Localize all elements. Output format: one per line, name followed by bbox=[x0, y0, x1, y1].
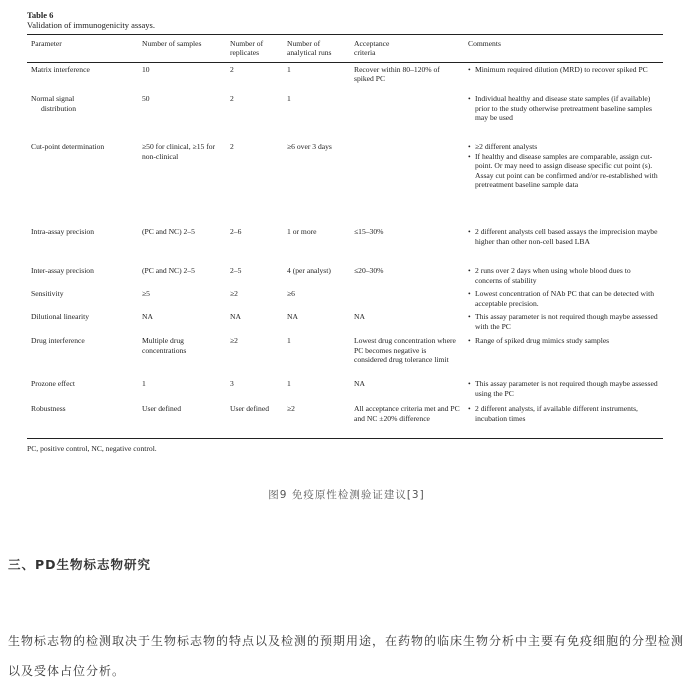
cell-comments bbox=[464, 402, 663, 438]
cell-runs: ≥6 bbox=[287, 289, 295, 299]
cell-comments bbox=[464, 225, 663, 264]
body-paragraph: 生物标志物的检测取决于生物标志物的特点以及检测的预期用途，在药物的临床生物分析中主要有免疫细胞的分型检测以及受体占位分析。 bbox=[8, 634, 685, 678]
cell-samples: User defined bbox=[142, 404, 182, 414]
cell-comments bbox=[464, 334, 663, 377]
cell-replicates: NA bbox=[230, 312, 241, 322]
cell-acceptance bbox=[350, 92, 464, 140]
table-row bbox=[27, 377, 663, 402]
cell-samples: (PC and NC) 2–5 bbox=[142, 227, 195, 237]
comment-item: • ≥2 different analysts bbox=[468, 142, 659, 151]
header-replicates: Number of replicates bbox=[230, 39, 264, 58]
table-row bbox=[27, 287, 663, 310]
cell-acceptance: ≤20–30% bbox=[354, 266, 384, 276]
cell-comments bbox=[464, 62, 663, 92]
cell-samples: ≥5 bbox=[142, 289, 150, 299]
comment-item: • If healthy and disease samples are comparable, assign cut-point. Or may need to assign disease specific cut point (s). Assay cut point can be confirmed and/or re-established with pretreatment baseline sample data bbox=[468, 152, 659, 190]
cell-samples: 1 bbox=[142, 379, 146, 389]
cell-parameter: Cut-point determination bbox=[31, 142, 105, 152]
cell-replicates: 2 bbox=[230, 94, 234, 104]
comment-item: • Individual healthy and disease state samples (if available) prior to the study otherwise pretreatment baseline samples may be used bbox=[468, 94, 659, 122]
comment-item: • Range of spiked drug mimics study samples bbox=[468, 336, 659, 345]
header-parameter: Parameter bbox=[31, 39, 62, 48]
cell-acceptance: ≤15–30% bbox=[354, 227, 384, 237]
cell-samples: (PC and NC) 2–5 bbox=[142, 266, 195, 276]
table-row bbox=[27, 62, 663, 92]
cell-samples: Multiple drug concentrations bbox=[142, 336, 187, 355]
table-label: Table 6 bbox=[27, 10, 54, 20]
cell-acceptance: NA bbox=[354, 379, 365, 389]
cell-parameter: Sensitivity bbox=[31, 289, 64, 299]
cell-replicates: ≥2 bbox=[230, 336, 238, 346]
table-title: Validation of immunogenicity assays. bbox=[27, 20, 155, 30]
cell-parameter: Matrix interference bbox=[31, 64, 90, 74]
cell-comments bbox=[464, 264, 663, 287]
cell-acceptance: Lowest drug concentration where PC becomes negative is considered drug tolerance limit bbox=[354, 336, 456, 365]
cell-parameter: Intra-assay precision bbox=[31, 227, 95, 237]
cell-acceptance: Recover within 80–120% of spiked PC bbox=[354, 64, 440, 84]
cell-acceptance: NA bbox=[354, 312, 365, 322]
table-row bbox=[27, 310, 663, 334]
header-samples: Number of samples bbox=[142, 39, 202, 48]
cell-comments bbox=[464, 140, 663, 225]
cell-comments bbox=[464, 377, 663, 402]
comment-item: • 2 runs over 2 days when using whole blood dues to concerns of stability bbox=[468, 266, 659, 285]
cell-acceptance bbox=[350, 140, 464, 225]
comment-item: • 2 different analysts cell based assays the imprecision maybe higher than other non-cell based LBA bbox=[468, 227, 659, 246]
cell-parameter: Dilutional linearity bbox=[31, 312, 89, 322]
table-row bbox=[27, 140, 663, 225]
table-row bbox=[27, 264, 663, 287]
comment-item: • Minimum required dilution (MRD) to recover spiked PC bbox=[468, 65, 659, 74]
header-comments: Comments bbox=[468, 39, 501, 48]
table-header-row bbox=[27, 35, 663, 63]
cell-replicates: 2 bbox=[230, 142, 234, 152]
section-heading: 三、PD生物标志物研究 bbox=[8, 557, 152, 572]
cell-samples: ≥50 for clinical, ≥15 for non-clinical bbox=[142, 142, 216, 161]
cell-runs: 4 (per analyst) bbox=[287, 266, 331, 276]
cell-samples: 50 bbox=[142, 94, 150, 104]
cell-comments bbox=[464, 92, 663, 140]
comment-item: • 2 different analysts, if available different instruments, incubation times bbox=[468, 404, 659, 423]
cell-parameter: Drug interference bbox=[31, 336, 85, 346]
cell-comments bbox=[464, 287, 663, 310]
cell-runs: NA bbox=[287, 312, 298, 322]
cell-replicates: 2–6 bbox=[230, 227, 242, 237]
cell-replicates: 2–5 bbox=[230, 266, 242, 276]
validation-table bbox=[27, 34, 663, 438]
cell-samples: 10 bbox=[142, 64, 150, 74]
cell-parameter: Robustness bbox=[31, 404, 66, 414]
header-runs: Number of analytical runs bbox=[287, 39, 332, 58]
cell-runs: 1 bbox=[287, 64, 291, 74]
table-row bbox=[27, 225, 663, 264]
table-row bbox=[27, 334, 663, 377]
cell-replicates: 2 bbox=[230, 64, 234, 74]
cell-parameter: Prozone effect bbox=[31, 379, 75, 389]
cell-acceptance bbox=[350, 287, 464, 310]
cell-replicates: 3 bbox=[230, 379, 234, 389]
comment-item: • This assay parameter is not required though maybe assessed using the PC bbox=[468, 379, 659, 398]
cell-comments bbox=[464, 310, 663, 334]
cell-runs: 1 bbox=[287, 379, 291, 389]
cell-runs: 1 bbox=[287, 336, 291, 346]
cell-runs: 1 bbox=[287, 94, 291, 104]
comment-item: • This assay parameter is not required though maybe assessed with the PC bbox=[468, 312, 659, 331]
table-row bbox=[27, 402, 663, 438]
cell-runs: 1 or more bbox=[287, 227, 317, 237]
table-footnote: PC, positive control, NC, negative control. bbox=[27, 438, 663, 453]
cell-runs: ≥2 bbox=[287, 404, 295, 414]
figure-caption: 图9 免疫原性检测验证建议[3] bbox=[268, 489, 425, 501]
header-acceptance: Acceptance criteria bbox=[354, 39, 390, 58]
cell-parameter: Normal signal distribution bbox=[31, 94, 77, 113]
cell-replicates: ≥2 bbox=[230, 289, 238, 299]
table-figure bbox=[27, 10, 663, 453]
cell-parameter: Inter-assay precision bbox=[31, 266, 94, 276]
cell-samples: NA bbox=[142, 312, 153, 322]
comment-item: • Lowest concentration of NAb PC that can be detected with acceptable precision. bbox=[468, 289, 659, 308]
table-row bbox=[27, 92, 663, 140]
cell-replicates: User defined bbox=[230, 404, 270, 414]
cell-runs: ≥6 over 3 days bbox=[287, 142, 332, 152]
cell-acceptance: All acceptance criteria met and PC and NC ±20% difference bbox=[354, 404, 460, 423]
